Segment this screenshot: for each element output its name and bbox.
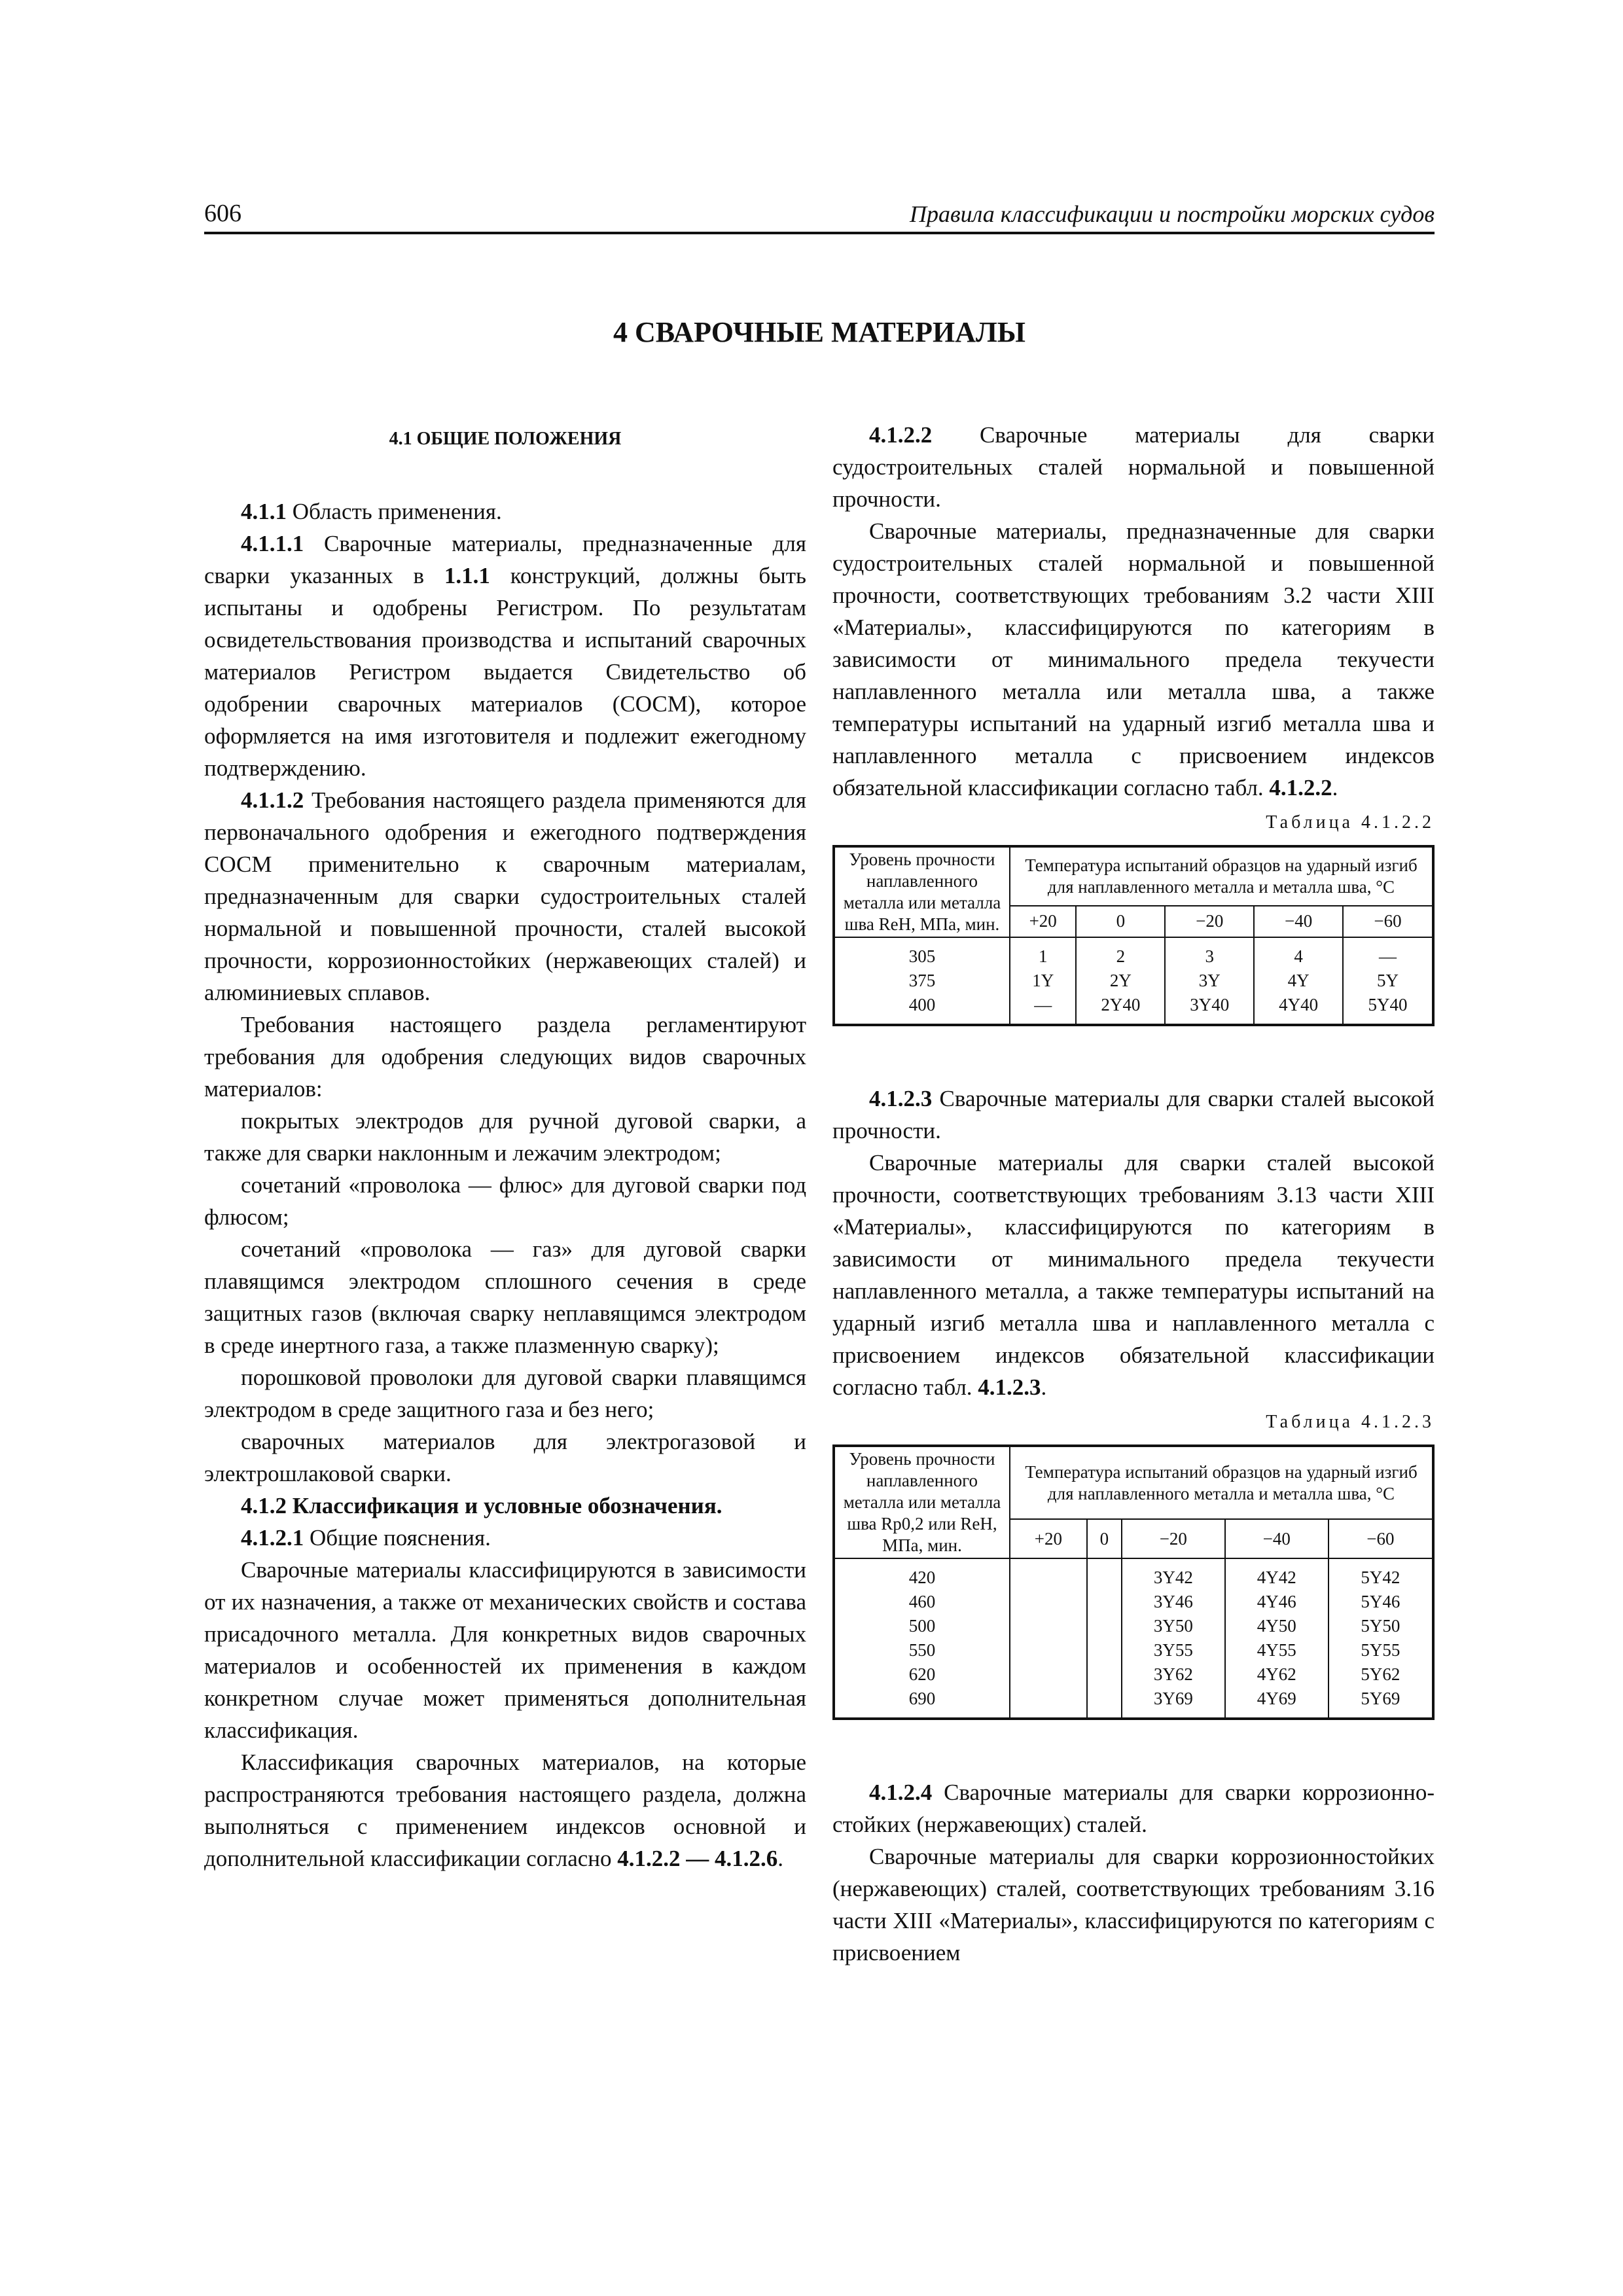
running-title: Правила классификации и постройки морских судов — [910, 201, 1435, 227]
clause-number: 4.1.2.2 — [869, 422, 933, 448]
clause-number: 4.1.1 — [241, 499, 287, 524]
table-header-temp: −60 — [1343, 906, 1433, 937]
table-header-temp: +20 — [1010, 906, 1076, 937]
paragraph: Сварочные материалы классифицируются в зависимости от их назначения, а также от механических свойств и состава присадочного металла. Для конкретных видов сварочных материалов и особенностей их применения в каждом конкретном случае может применяться дополнительная классификация. — [204, 1557, 806, 1743]
table-cell: 2 2Y 2Y40 — [1076, 937, 1165, 1025]
clause-number: 4.1.2 — [241, 1493, 287, 1518]
paragraph: 4.1.2.2 Сварочные материалы для сварки судостроительных сталей нормальной и повышенной прочности. — [832, 422, 1435, 512]
list-item: порошковой проволоки для дуговой сварки плавящимся электродом в среде защитного газа и без него; — [204, 1365, 806, 1422]
paragraph: Требования настоящего раздела регламентируют требования для одобрения следующих видов сварочных материалов: — [204, 1012, 806, 1102]
table-cell: 3Y42 3Y46 3Y50 3Y55 3Y62 3Y69 — [1122, 1558, 1225, 1719]
clause-number: 4.1.2.4 — [869, 1780, 933, 1805]
table-header-temp: 0 — [1087, 1519, 1122, 1558]
table-cell: 5Y42 5Y46 5Y50 5Y55 5Y62 5Y69 — [1329, 1558, 1433, 1719]
paragraph: 4.1.2 Классификация и условные обозначения. — [241, 1493, 722, 1518]
clause-number: 4.1.2.3 — [869, 1086, 933, 1111]
right-column — [832, 419, 1435, 1969]
paragraph: 4.1.1.1 Сварочные материалы, предназначенные для сварки указанных в 1.1.1 конструкций, должны быть испытаны и одобрены Регистром. По результатам освидетельствования производства и испытаний сварочных материалов Регистром выдается Свидетельство об одобрении сварочных материалов (СОСМ), которое оформляется на имя изготовителя и подлежит ежегодному подтверждению. — [204, 531, 806, 781]
clause-number: 4.1.1.1 — [241, 531, 304, 556]
clause-number: 4.1.2.1 — [241, 1525, 304, 1551]
paragraph: Сварочные материалы, предназначенные для сварки судостроительных сталей нормальной и повышенной прочности, соответствующих требованиям 3.2 части XIII «Материалы», классифицируются по категориям в зависимости от минимального предела текучести наплавленного металла или металла шва, а также температуры испытаний на ударный изгиб металла шва и наплавленного металла с присвоением индексов обязательной классификации согласно табл. 4.1.2.2. — [832, 518, 1435, 800]
left-column — [204, 419, 806, 1874]
table-4-1-2-3 — [832, 1444, 1435, 1720]
table-cell — [1087, 1558, 1122, 1719]
table-cell: — 5Y 5Y40 — [1343, 937, 1433, 1025]
paragraph: 4.1.2.1 Общие пояснения. — [241, 1525, 491, 1551]
table-header-temp: −40 — [1225, 1519, 1329, 1558]
reference: 4.1.2.2 — 4.1.2.6 — [617, 1846, 778, 1871]
table-cell — [1010, 1558, 1087, 1719]
clause-number: 4.1.1.2 — [241, 787, 304, 813]
paragraph: Классификация сварочных материалов, на которые распространяются требования настоящего раздела, должна выполняться с применением индексов основной и дополнительной классификации согласно 4.1.2.2 — 4.1.2.6. — [204, 1749, 806, 1871]
table-header-temp: +20 — [1010, 1519, 1087, 1558]
table-cell: 4Y42 4Y46 4Y50 4Y55 4Y62 4Y69 — [1225, 1558, 1329, 1719]
list-item: сочетаний «проволока — газ» для дуговой сварки плавящимся электродом сплошного сечения в среде защитных газов (включая сварку неплавящимся электродом в среде инертного газа, а также плазменную сварку); — [204, 1236, 806, 1358]
paragraph: 4.1.2.3 Сварочные материалы для сварки сталей высокой прочности. — [832, 1086, 1435, 1143]
table-header-temp: −20 — [1165, 906, 1254, 937]
paragraph: Сварочные материалы для сварки коррозионностойких (нержавеющих) сталей, соответствующих требованиям 3.16 части XIII «Материалы», классифицируются по категориям с присвоением — [832, 1844, 1435, 1965]
table-4-1-2-2 — [832, 845, 1435, 1026]
list-item: сварочных материалов для электрогазовой и электрошлаковой сварки. — [204, 1429, 806, 1486]
table-cell: 1 1Y — — [1010, 937, 1076, 1025]
paragraph: 4.1.1 Область применения. — [241, 499, 502, 524]
section-title: 4.1 ОБЩИЕ ПОЛОЖЕНИЯ — [389, 429, 622, 449]
table-header-temperature: Температура испытаний образцов на ударный изгиб для наплавленного металла и металла шва, °С — [1010, 846, 1433, 906]
chapter-title: 4 СВАРОЧНЫЕ МАТЕРИАЛЫ — [613, 316, 1026, 348]
table-caption: Таблица 4.1.2.2 — [1266, 812, 1435, 833]
reference: 4.1.2.3 — [978, 1374, 1041, 1400]
table-header-temp: −20 — [1122, 1519, 1225, 1558]
page-header — [204, 199, 1435, 233]
table-header-strength: Уровень прочности наплавленного металла или металла шва ReH, МПа, мин. — [834, 846, 1010, 937]
reference: 1.1.1 — [444, 563, 490, 588]
page-number: 606 — [204, 200, 241, 227]
paragraph: 4.1.2.4 Сварочные материалы для сварки коррозионно-стойких (нержавеющих) сталей. — [832, 1780, 1435, 1837]
table-cell-strength: 305 375 400 — [834, 937, 1010, 1025]
list-item: сочетаний «проволока — флюс» для дуговой сварки под флюсом; — [204, 1172, 806, 1230]
paragraph: 4.1.1.2 Требования настоящего раздела применяются для первоначального одобрения и ежегодного подтверждения СОСМ применительно к сварочным материалам, предназначенным для сварки судостроительных сталей нормальной и повышенной прочности, сталей высокой прочности, коррозионностойких (нержавеющих сталей) и алюминиевых сплавов. — [204, 787, 806, 1005]
table-cell: 3 3Y 3Y40 — [1165, 937, 1254, 1025]
paragraph: Сварочные материалы для сварки сталей высокой прочности, соответствующих требованиям 3.13 части XIII «Материалы», классифицируются по категориям в зависимости от минимального предела текучести наплавленного металла, а также температуры испытаний на ударный изгиб металла шва и наплавленного металла с присвоением индексов обязательной классификации согласно табл. 4.1.2.3. — [832, 1150, 1435, 1400]
header-rule — [204, 232, 1435, 234]
table-header-temp: 0 — [1076, 906, 1165, 937]
list-item: покрытых электродов для ручной дуговой сварки, а также для сварки наклонным и лежачим электродом; — [204, 1108, 806, 1166]
table-cell-strength: 420 460 500 550 620 690 — [834, 1558, 1010, 1719]
table-header-temp: −40 — [1254, 906, 1343, 937]
reference: 4.1.2.2 — [1269, 775, 1332, 800]
table-header-temperature: Температура испытаний образцов на ударный изгиб для наплавленного металла и металла шва, °С — [1010, 1446, 1433, 1519]
table-header-strength: Уровень прочности наплавленного металла или металла шва Rp0,2 или ReH, МПа, мин. — [834, 1446, 1010, 1558]
table-caption: Таблица 4.1.2.3 — [1266, 1412, 1435, 1432]
table-header-temp: −60 — [1329, 1519, 1433, 1558]
table-cell: 4 4Y 4Y40 — [1254, 937, 1343, 1025]
